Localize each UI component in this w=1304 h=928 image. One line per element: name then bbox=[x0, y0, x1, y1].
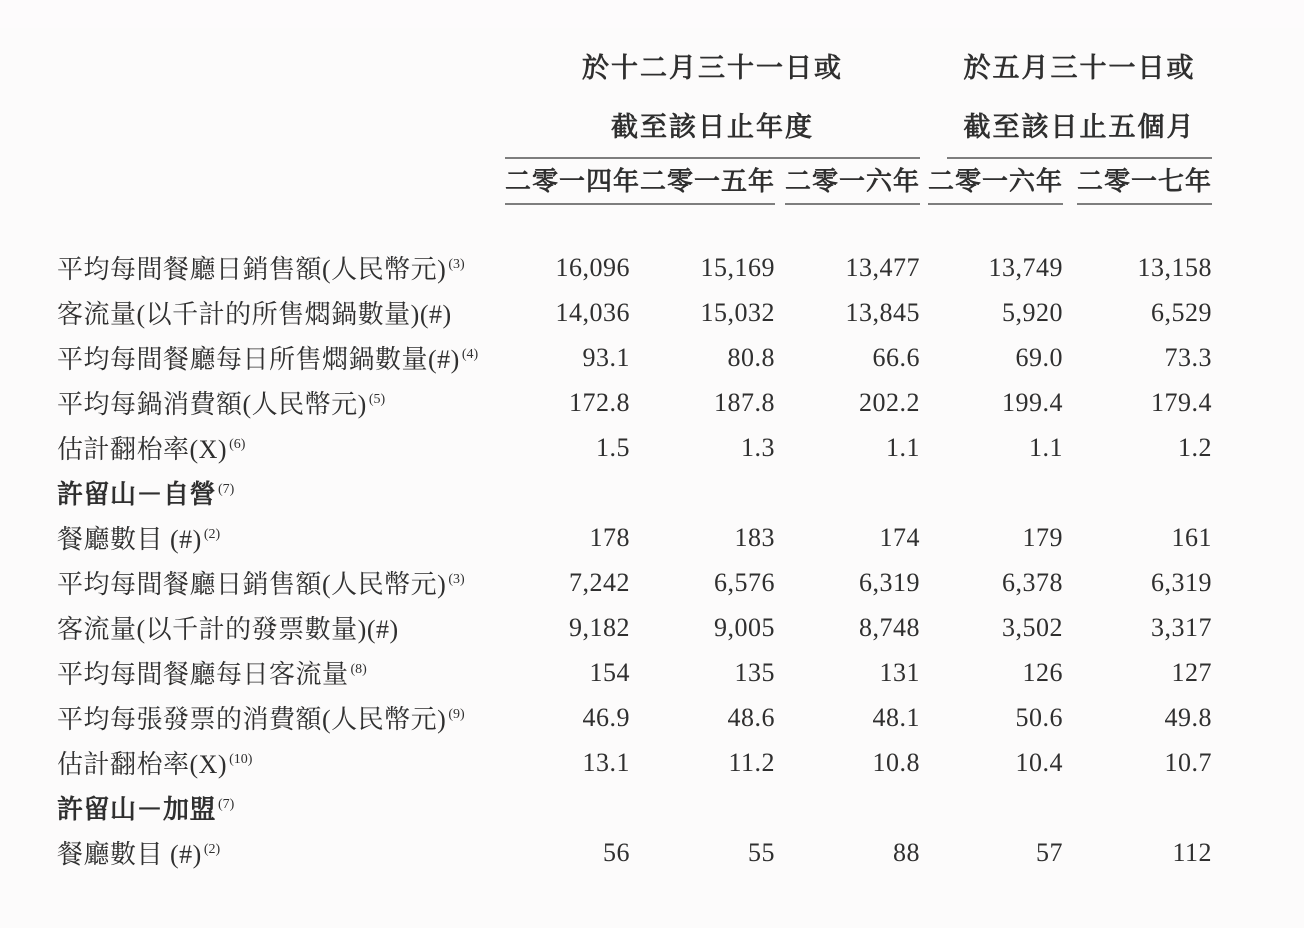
cell-value: 6,378 bbox=[1002, 567, 1063, 597]
cell-value: 3,502 bbox=[1002, 612, 1063, 642]
cell-value: 202.2 bbox=[859, 387, 920, 417]
cell-value: 13,749 bbox=[988, 252, 1063, 282]
row-label: 客流量(以千計的所售燜鍋數量)(#) bbox=[57, 300, 452, 329]
cell-value: 1.3 bbox=[741, 432, 775, 462]
cell-value: 127 bbox=[1171, 657, 1212, 687]
cell-value: 14,036 bbox=[555, 297, 630, 327]
cell-value: 57 bbox=[1036, 837, 1063, 867]
cell-value bbox=[920, 470, 1063, 515]
table-row bbox=[57, 425, 1212, 470]
row-label: 餐廳數目 (#) $^{(2)}$ bbox=[57, 840, 221, 869]
header-body-gap bbox=[57, 205, 1212, 245]
row-label: 許留山－自營 $^{(7)}$ bbox=[57, 480, 235, 509]
cell-value: 50.6 bbox=[1015, 702, 1063, 732]
table-row bbox=[57, 740, 1212, 785]
header-spacer bbox=[57, 159, 505, 205]
table-row bbox=[57, 650, 1212, 695]
column-group-five-months-line1: 於五月三十一日或 bbox=[963, 53, 1196, 83]
table-row bbox=[57, 515, 1212, 560]
cell-value: 88 bbox=[893, 837, 920, 867]
row-label: 許留山－加盟 $^{(7)}$ bbox=[57, 795, 235, 824]
cell-value: 80.8 bbox=[727, 342, 775, 372]
footnote-marker: (8) bbox=[350, 662, 367, 677]
cell-value: 49.8 bbox=[1164, 702, 1212, 732]
cell-value: 48.6 bbox=[727, 702, 775, 732]
row-label: 平均每間餐廳日銷售額(人民幣元) $^{(3)}$ bbox=[57, 570, 465, 599]
cell-value: 48.1 bbox=[872, 702, 920, 732]
cell-value bbox=[920, 785, 1063, 830]
cell-value: 66.6 bbox=[872, 342, 920, 372]
cell-value: 10.4 bbox=[1015, 747, 1063, 777]
cell-value: 135 bbox=[734, 657, 775, 687]
cell-value: 8,748 bbox=[859, 612, 920, 642]
cell-value: 9,182 bbox=[569, 612, 630, 642]
cell-value: 13,158 bbox=[1137, 252, 1212, 282]
cell-value: 15,169 bbox=[700, 252, 775, 282]
column-group-five-months-line2: 截至該日止五個月 bbox=[963, 112, 1196, 142]
row-label: 平均每間餐廳日銷售額(人民幣元) $^{(3)}$ bbox=[57, 255, 465, 284]
cell-value: 56 bbox=[603, 837, 630, 867]
cell-value: 93.1 bbox=[582, 342, 630, 372]
cell-value: 1.1 bbox=[886, 432, 920, 462]
column-group-annual bbox=[505, 50, 920, 159]
cell-value bbox=[630, 470, 775, 515]
cell-value: 126 bbox=[1022, 657, 1063, 687]
row-label: 平均每張發票的消費額(人民幣元) $^{(9)}$ bbox=[57, 705, 465, 734]
cell-value: 73.3 bbox=[1164, 342, 1212, 372]
table-row bbox=[57, 245, 1212, 290]
table-header bbox=[57, 50, 1212, 245]
column-group-five-months bbox=[920, 50, 1212, 159]
cell-value: 3,317 bbox=[1151, 612, 1212, 642]
year-header-2016-may: 二零一六年 bbox=[920, 159, 1063, 205]
table-row bbox=[57, 380, 1212, 425]
cell-value: 131 bbox=[879, 657, 920, 687]
column-group-row bbox=[57, 50, 1212, 159]
cell-value bbox=[1063, 785, 1212, 830]
footnote-marker: (6) bbox=[229, 437, 246, 452]
cell-value: 10.7 bbox=[1164, 747, 1212, 777]
row-label: 估計翻枱率(X) $^{(6)}$ bbox=[57, 435, 246, 464]
cell-value: 1.5 bbox=[596, 432, 630, 462]
footnote-marker: (4) bbox=[461, 347, 479, 362]
cell-value: 154 bbox=[589, 657, 630, 687]
cell-value: 6,529 bbox=[1151, 297, 1212, 327]
cell-value: 10.8 bbox=[872, 747, 920, 777]
table-row bbox=[57, 290, 1212, 335]
year-header-2017-may: 二零一七年 bbox=[1063, 159, 1212, 205]
cell-value bbox=[775, 470, 920, 515]
footnote-marker: (3) bbox=[448, 572, 465, 587]
cell-value bbox=[1063, 470, 1212, 515]
table-row bbox=[57, 605, 1212, 650]
cell-value: 1.2 bbox=[1178, 432, 1212, 462]
table-row bbox=[57, 695, 1212, 740]
table-row bbox=[57, 560, 1212, 605]
cell-value bbox=[505, 785, 630, 830]
column-group-annual-line2: 截至該日止年度 bbox=[611, 112, 814, 142]
table-row bbox=[57, 830, 1212, 875]
header-spacer bbox=[57, 50, 505, 159]
section-header-row bbox=[57, 785, 1212, 830]
cell-value: 179.4 bbox=[1151, 387, 1212, 417]
cell-value: 183 bbox=[734, 522, 775, 552]
footnote-marker: (9) bbox=[448, 707, 465, 722]
cell-value: 187.8 bbox=[714, 387, 775, 417]
footnote-marker: (2) bbox=[203, 527, 221, 542]
year-header-2014: 二零一四年 bbox=[505, 159, 630, 205]
footnote-marker: (7) bbox=[218, 482, 235, 497]
cell-value: 112 bbox=[1172, 837, 1212, 867]
year-header-2015: 二零一五年 bbox=[630, 159, 775, 205]
year-header-2016: 二零一六年 bbox=[775, 159, 920, 205]
cell-value: 199.4 bbox=[1002, 387, 1063, 417]
column-group-annual-line1: 於十二月三十一日或 bbox=[582, 53, 843, 83]
footnote-marker: (10) bbox=[229, 752, 253, 767]
cell-value: 6,319 bbox=[859, 567, 920, 597]
cell-value: 174 bbox=[879, 522, 920, 552]
cell-value: 9,005 bbox=[714, 612, 775, 642]
table-body bbox=[57, 245, 1212, 875]
cell-value: 178 bbox=[589, 522, 630, 552]
financial-metrics-table bbox=[57, 50, 1212, 875]
row-label: 餐廳數目 (#) $^{(2)}$ bbox=[57, 525, 221, 554]
cell-value: 55 bbox=[748, 837, 775, 867]
cell-value bbox=[505, 470, 630, 515]
table-row bbox=[57, 335, 1212, 380]
cell-value: 16,096 bbox=[555, 252, 630, 282]
cell-value bbox=[775, 785, 920, 830]
row-label: 平均每間餐廳每日所售燜鍋數量(#) $^{(4)}$ bbox=[57, 345, 479, 374]
cell-value: 11.2 bbox=[728, 747, 775, 777]
cell-value: 179 bbox=[1022, 522, 1063, 552]
cell-value: 6,576 bbox=[714, 567, 775, 597]
cell-value: 69.0 bbox=[1015, 342, 1063, 372]
footnote-marker: (5) bbox=[368, 392, 386, 407]
row-label: 平均每間餐廳每日客流量 $^{(8)}$ bbox=[57, 660, 367, 689]
row-label: 平均每鍋消費額(人民幣元) $^{(5)}$ bbox=[57, 390, 386, 419]
cell-value: 172.8 bbox=[569, 387, 630, 417]
footnote-marker: (7) bbox=[218, 797, 235, 812]
cell-value: 13,477 bbox=[845, 252, 920, 282]
cell-value: 46.9 bbox=[582, 702, 630, 732]
cell-value: 13,845 bbox=[845, 297, 920, 327]
cell-value: 6,319 bbox=[1151, 567, 1212, 597]
cell-value: 1.1 bbox=[1029, 432, 1063, 462]
year-header-row bbox=[57, 159, 1212, 205]
section-header-row bbox=[57, 470, 1212, 515]
cell-value bbox=[630, 785, 775, 830]
footnote-marker: (3) bbox=[448, 257, 465, 272]
cell-value: 7,242 bbox=[569, 567, 630, 597]
footnote-marker: (2) bbox=[203, 842, 221, 857]
row-label: 客流量(以千計的發票數量)(#) bbox=[57, 615, 399, 644]
cell-value: 161 bbox=[1171, 522, 1212, 552]
cell-value: 13.1 bbox=[582, 747, 630, 777]
cell-value: 5,920 bbox=[1002, 297, 1063, 327]
cell-value: 15,032 bbox=[700, 297, 775, 327]
row-label: 估計翻枱率(X) $^{(10)}$ bbox=[57, 750, 253, 779]
